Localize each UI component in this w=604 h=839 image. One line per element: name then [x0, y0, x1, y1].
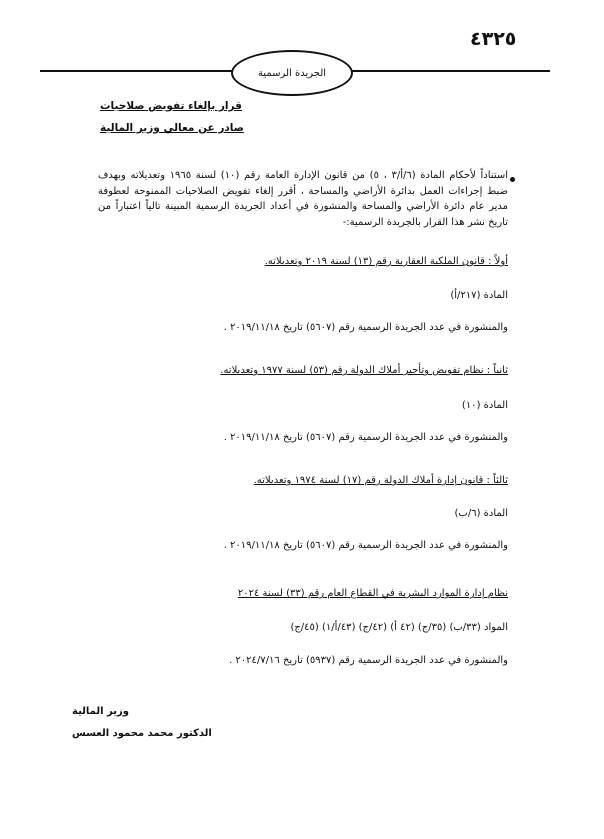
section-2-published: والمنشورة في عدد الجريدة الرسمية رقم (٥٦٠٧) تاريخ ٢٠١٩/١١/١٨ .	[223, 432, 508, 443]
section-1-published: والمنشورة في عدد الجريدة الرسمية رقم (٥٦٠٧) تاريخ ٢٠١٩/١١/١٨ .	[223, 322, 508, 333]
section-2-article: المادة (١٠)	[461, 400, 508, 411]
section-4-published: والمنشورة في عدد الجريدة الرسمية رقم (٥٩٣٧) تاريخ ٢٠٢٤/٧/١٦ .	[229, 655, 508, 666]
bullet-icon	[510, 177, 515, 182]
section-3-published: والمنشورة في عدد الجريدة الرسمية رقم (٥٦٠٧) تاريخ ٢٠١٩/١١/١٨ .	[223, 540, 508, 551]
page-number: ٤٣٢٥	[470, 28, 517, 50]
signature-name: الدكتور محمد محمود العسس	[72, 728, 212, 739]
signature-position: وزير المالية	[72, 706, 129, 717]
gazette-label: الجريدة الرسمية	[257, 67, 327, 79]
gazette-header-oval	[231, 50, 353, 96]
section-3-article: المادة (٦/ب)	[454, 508, 508, 519]
intro-paragraph: استناداً لأحكام المادة (٦/أ/٣ ، ٥) من قانون الإدارة العامة رقم (١٠) لسنة ١٩٦٥ وتعديلاته وبهدف ضبط إجراءات العمل بدائرة الأراضي والمساحة ، أقرر إلغاء تفويض الصلاحيات الممنوحة لعطوفة مدير عام دائرة الأراضي والمساحة والمنشورة في أعداد الجريدة الرسمية المبينة تالياً اعتباراً من تاريخ نشر هذا القرار بالجريدة الرسمية:-	[98, 170, 508, 228]
section-4-article: المواد (٣٣/ب) (٣٥/ج) (٤٢ أ) (٤٢/ج) (٤٣/أ/١) (٤٥/ج)	[290, 622, 508, 633]
section-3-heading: ثالثاً : قانون إدارة أملاك الدولة رقم (١٧) لسنة ١٩٧٤ وتعديلاته.	[253, 475, 508, 486]
decision-issuer: صادر عن معالي وزير المالية	[100, 122, 244, 134]
section-4-heading: نظام إدارة الموارد البشرية في القطاع العام رقم (٣٣) لسنة ٢٠٢٤	[237, 588, 508, 599]
section-1-article: المادة (٢١٧/أ)	[450, 290, 508, 301]
decision-title: قرار بإلغاء تفويض صلاحيات	[100, 100, 242, 112]
section-2-heading: ثانياً : نظام تفويض وتأجير أملاك الدولة رقم (٥٣) لسنة ١٩٧٧ وتعديلاته.	[220, 365, 508, 376]
section-1-heading: أولاً : قانون الملكية العقارية رقم (١٣) لسنة ٢٠١٩ وتعديلاته.	[264, 256, 508, 267]
